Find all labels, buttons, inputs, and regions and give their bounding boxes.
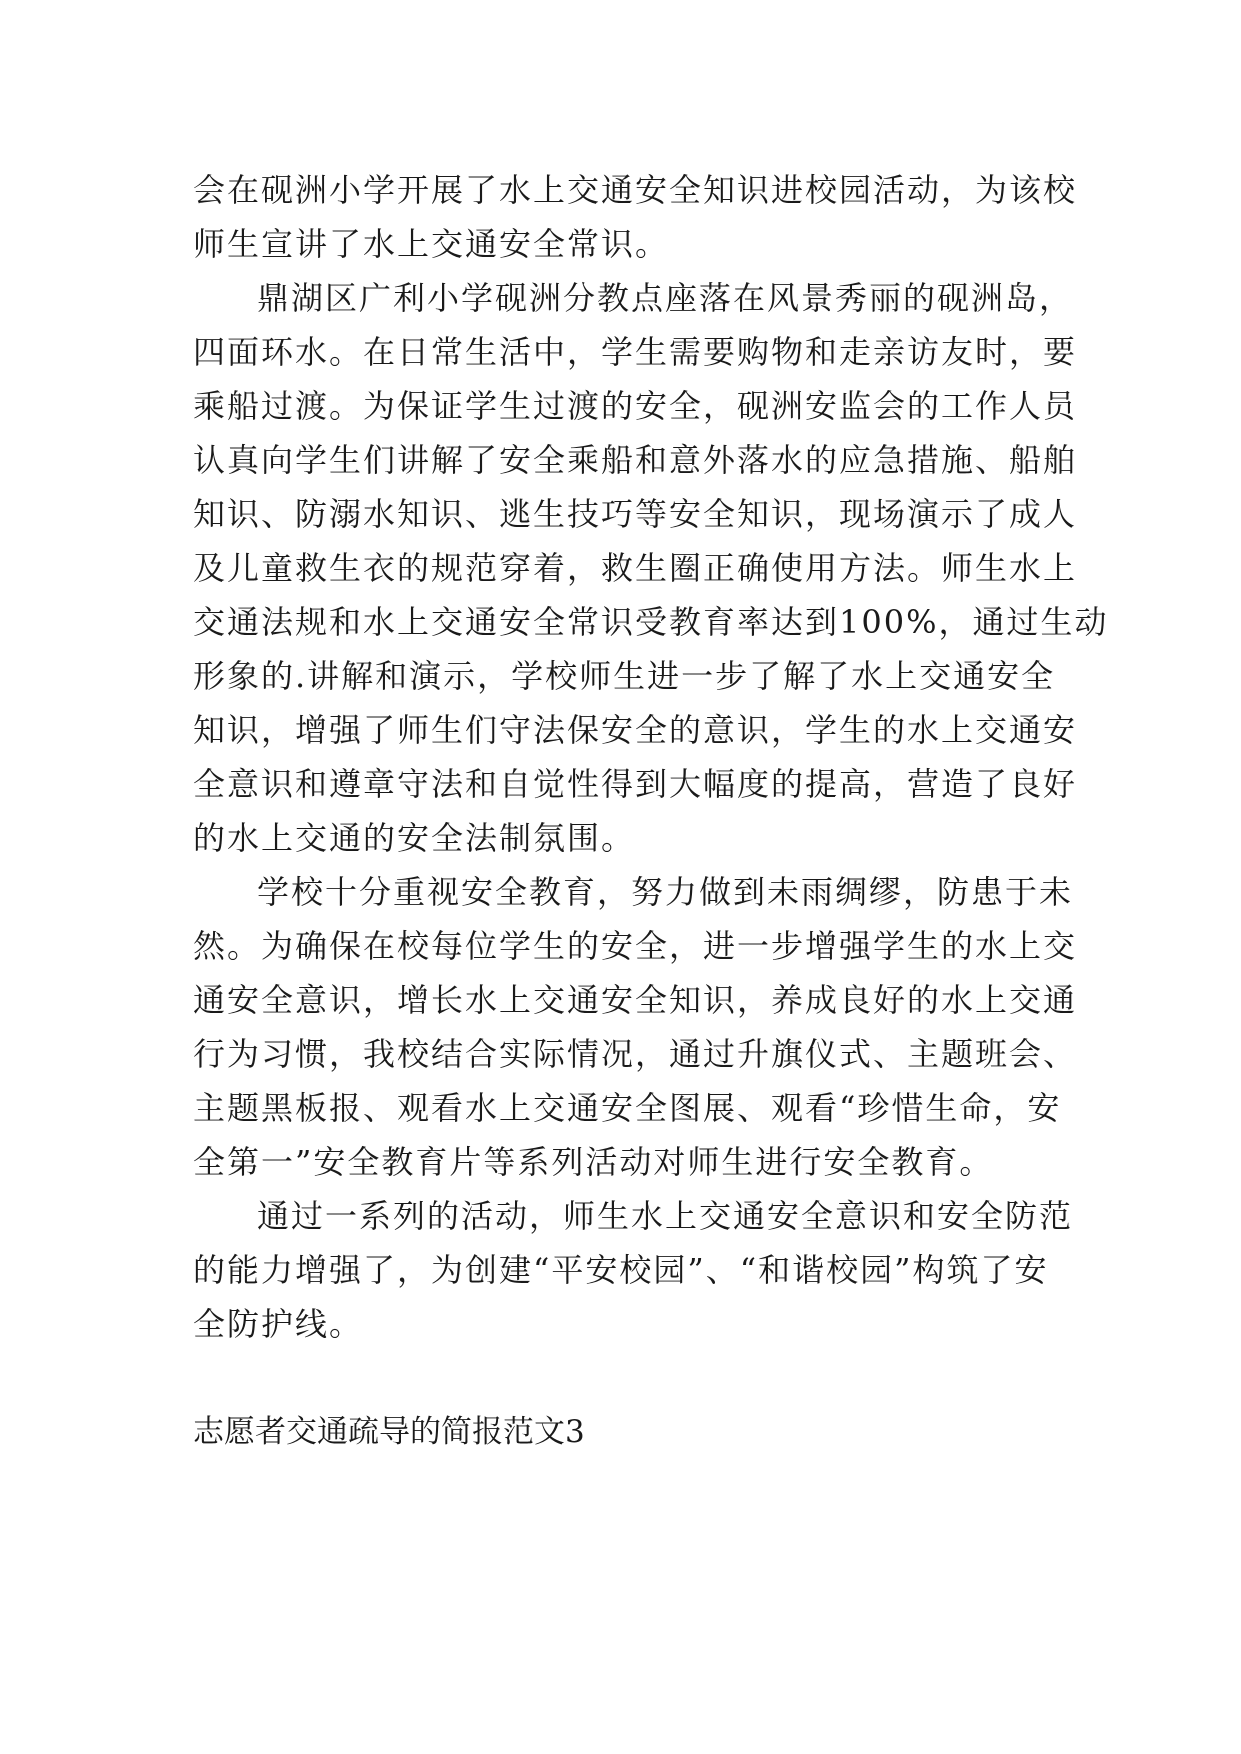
text-line: 及儿童救生衣的规范穿着，救生圈正确使用方法。师生水上	[193, 549, 1078, 587]
text-line: 四面环水。在日常生活中，学生需要购物和走亲访友时，要	[193, 333, 1078, 371]
text-line: 乘船过渡。为保证学生过渡的安全，砚洲安监会的工作人员	[193, 387, 1078, 425]
text-line: 然。为确保在校每位学生的安全，进一步增强学生的水上交	[193, 927, 1078, 965]
text-line: 全意识和遵章守法和自觉性得到大幅度的提高，营造了良好	[193, 765, 1078, 803]
paragraph-first-line: 学校十分重视安全教育，努力做到未雨绸缪，防患于未	[257, 873, 1074, 911]
text-line: 知识，增强了师生们守法保安全的意识，学生的水上交通安	[193, 711, 1078, 749]
text-line: 认真向学生们讲解了安全乘船和意外落水的应急措施、船舶	[193, 441, 1078, 479]
text-line: 行为习惯，我校结合实际情况，通过升旗仪式、主题班会、	[193, 1035, 1078, 1073]
text-line: 形象的.讲解和演示，学校师生进一步了解了水上交通安全	[193, 657, 1056, 695]
text-line: 全防护线。	[193, 1305, 364, 1343]
text-line: 知识、防溺水知识、逃生技巧等安全知识，现场演示了成人	[193, 495, 1078, 533]
text-line: 通安全意识，增长水上交通安全知识，养成良好的水上交通	[193, 981, 1078, 1019]
text-line: 的水上交通的安全法制氛围。	[193, 819, 636, 857]
section-heading: 志愿者交通疏导的简报范文3	[193, 1414, 585, 1450]
text-line: 师生宣讲了水上交通安全常识。	[193, 225, 670, 263]
text-line: 交通法规和水上交通安全常识受教育率达到100%，通过生动	[193, 603, 1109, 641]
paragraph-first-line: 通过一系列的活动，师生水上交通安全意识和安全防范	[257, 1197, 1074, 1235]
text-line: 全第一”安全教育片等系列活动对师生进行安全教育。	[193, 1143, 994, 1181]
text-line: 会在砚洲小学开展了水上交通安全知识进校园活动，为该校	[193, 171, 1078, 209]
text-line: 主题黑板报、观看水上交通安全图展、观看“珍惜生命，安	[193, 1089, 1062, 1127]
text-line: 的能力增强了，为创建“平安校园”、“和谐校园”构筑了安	[193, 1251, 1049, 1289]
paragraph-first-line: 鼎湖区广利小学砚洲分教点座落在风景秀丽的砚洲岛，	[257, 279, 1074, 317]
